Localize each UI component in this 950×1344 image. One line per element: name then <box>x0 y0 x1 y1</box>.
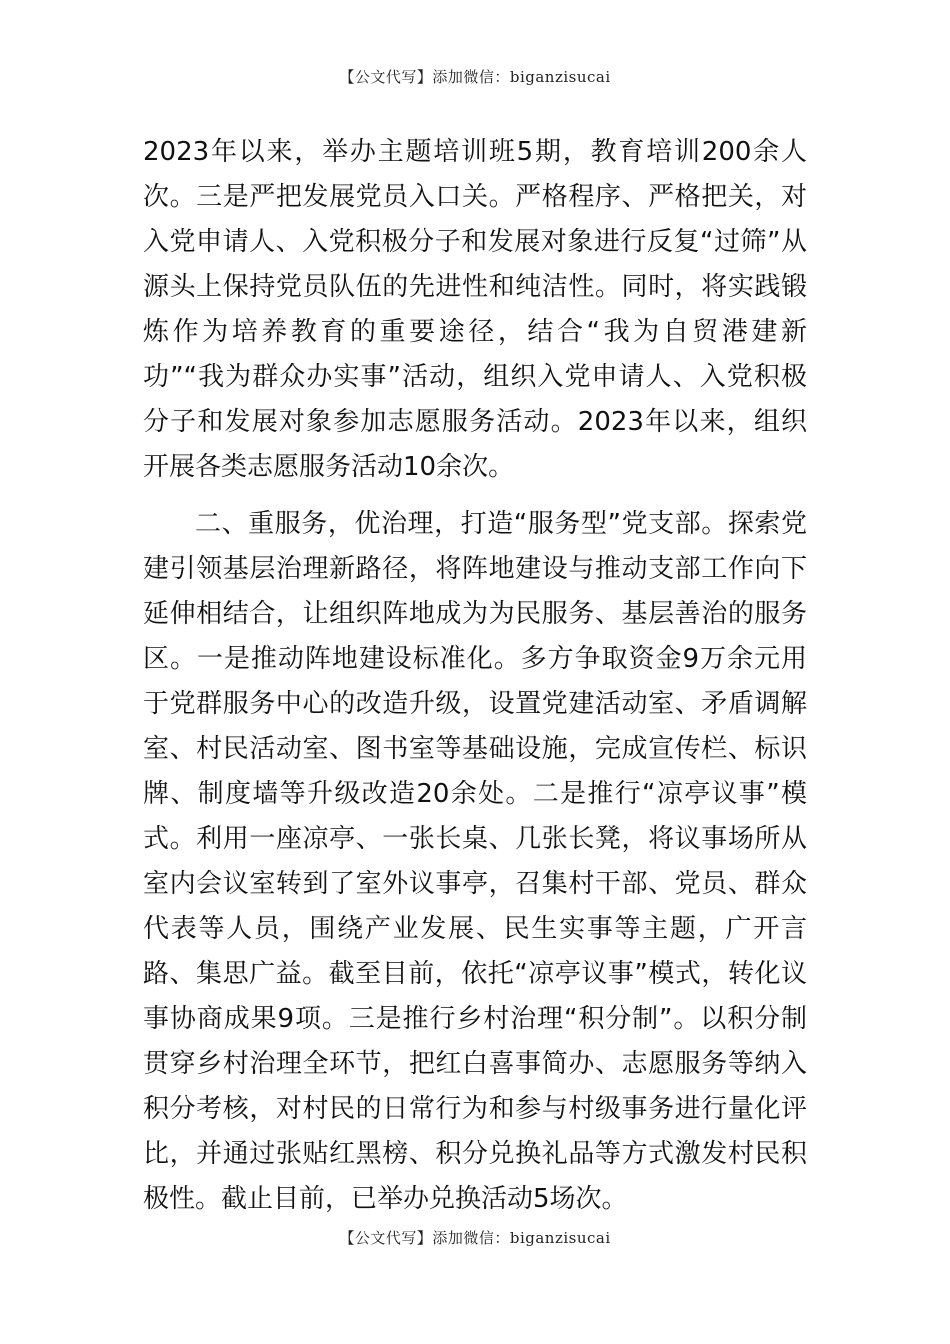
paragraph-continuation: 2023年以来，举办主题培训班5期，教育培训200余人次。三是严把发展党员入口关。严格程序、严格把关，对入党申请人、入党积极分子和发展对象进行反复“过筛”从源头上保持党员队伍的先进性和纯洁性。同时，将实践锻炼作为培养教育的重要途径，结合“我为自贸港建新功”“我为群众办实事”活动，组织入党申请人、入党积极分子和发展对象参加志愿服务活动。2023年以来，组织开展各类志愿服务活动10余次。 <box>143 137 807 482</box>
page-footer: 【公文代写】添加微信：biganzisucai <box>339 1229 611 1247</box>
paragraph-section-two: 二、重服务，优治理，打造“服务型”党支部。探索党建引领基层治理新路径，将阵地建设与推动支部工作向下延伸相结合，让组织阵地成为为民服务、基层善治的服务区。一是推动阵地建设标准化。多方争取资金9万余元用于党群服务中心的改造升级，设置党建活动室、矛盾调解室、村民活动室、图书室等基础设施，完成宣传栏、标识牌、制度墙等升级改造20余处。二是推行“凉亭议事”模式。利用一座凉亭、一张长桌、几张长凳，将议事场所从室内会议室转到了室外议事亭，召集村干部、党员、群众代表等人员，围绕产业发展、民生实事等主题，广开言路、集思广益。截至目前，依托“凉亭议事”模式，转化议事协商成果9项。三是推行乡村治理“积分制”。以积分制贯穿乡村治理全环节，把红白喜事简办、志愿服务等纳入积分考核，对村民的日常行为和参与村级事务进行量化评比，并通过张贴红黑榜、积分兑换礼品等方式激发村民积极性。截止目前，已举办兑换活动5场次。 <box>143 509 807 1214</box>
document-body <box>143 130 807 1222</box>
page-header: 【公文代写】添加微信：biganzisucai <box>339 68 611 86</box>
